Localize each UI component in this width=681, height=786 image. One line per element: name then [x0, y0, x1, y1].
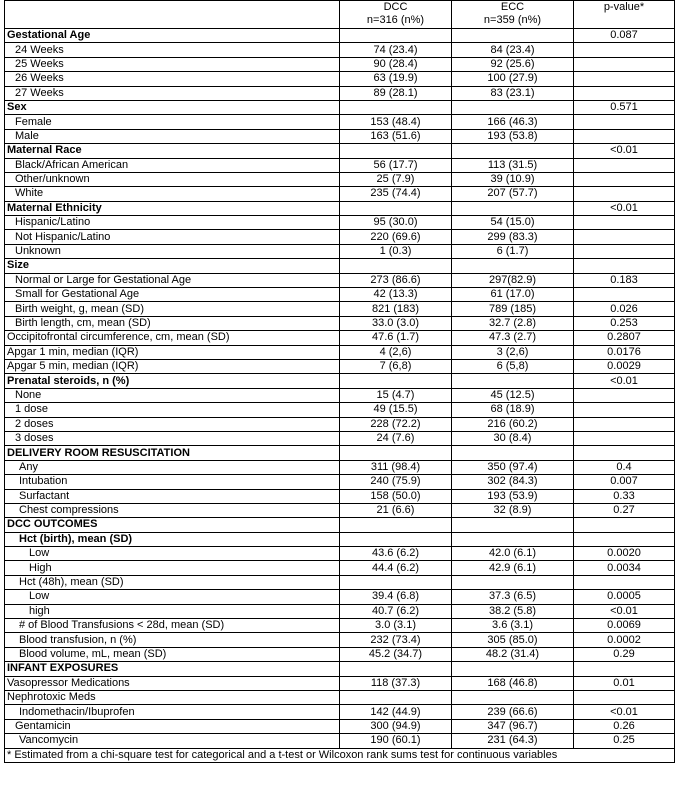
- row-dcc-value: 118 (37.3): [340, 676, 452, 690]
- table-row: [5, 388, 675, 402]
- table-row: [5, 129, 675, 143]
- row-dcc-value: 311 (98.4): [340, 460, 452, 474]
- row-ecc-value: 6 (5,8): [452, 359, 574, 373]
- table-row: [5, 302, 675, 316]
- row-ecc-value: 347 (96.7): [452, 719, 574, 733]
- row-ecc-value: 32 (8.9): [452, 503, 574, 517]
- row-label: Unknown: [5, 244, 340, 258]
- row-pvalue: 0.4: [574, 460, 675, 474]
- row-label: Blood transfusion, n (%): [5, 633, 340, 647]
- row-dcc-value: [340, 201, 452, 215]
- row-ecc-value: 32.7 (2.8): [452, 316, 574, 330]
- row-dcc-value: 190 (60.1): [340, 734, 452, 748]
- table-row: [5, 403, 675, 417]
- row-dcc-value: 21 (6.6): [340, 503, 452, 517]
- row-pvalue: 0.0005: [574, 590, 675, 604]
- row-ecc-value: [452, 100, 574, 114]
- table-row: [5, 29, 675, 43]
- row-ecc-value: 42.0 (6.1): [452, 547, 574, 561]
- row-pvalue: [574, 129, 675, 143]
- row-pvalue: [574, 690, 675, 704]
- table-row: [5, 316, 675, 330]
- row-dcc-value: 63 (19.9): [340, 72, 452, 86]
- row-ecc-value: 231 (64.3): [452, 734, 574, 748]
- row-label: Intubation: [5, 475, 340, 489]
- row-pvalue: 0.183: [574, 273, 675, 287]
- header-dcc-title: DCC: [383, 1, 408, 13]
- row-pvalue: [574, 172, 675, 186]
- row-ecc-value: [452, 259, 574, 273]
- row-pvalue: <0.01: [574, 374, 675, 388]
- row-pvalue: [574, 115, 675, 129]
- row-pvalue: [574, 388, 675, 402]
- row-ecc-value: 239 (66.6): [452, 705, 574, 719]
- table-row: [5, 345, 675, 359]
- row-ecc-value: 3.6 (3.1): [452, 619, 574, 633]
- row-pvalue: 0.33: [574, 489, 675, 503]
- row-dcc-value: 1 (0.3): [340, 244, 452, 258]
- row-ecc-value: 193 (53.9): [452, 489, 574, 503]
- row-dcc-value: 232 (73.4): [340, 633, 452, 647]
- row-dcc-value: 42 (13.3): [340, 288, 452, 302]
- table-row: [5, 187, 675, 201]
- row-label: 3 doses: [5, 431, 340, 445]
- row-ecc-value: 168 (46.8): [452, 676, 574, 690]
- row-dcc-value: [340, 575, 452, 589]
- table-row: [5, 359, 675, 373]
- table-row: [5, 604, 675, 618]
- header-row: [5, 1, 675, 29]
- row-label: 27 Weeks: [5, 86, 340, 100]
- table-row: [5, 331, 675, 345]
- row-dcc-value: 228 (72.2): [340, 417, 452, 431]
- table-container: [4, 0, 675, 763]
- row-label: Chest compressions: [5, 503, 340, 517]
- table-body: [5, 29, 675, 749]
- table-row: [5, 374, 675, 388]
- row-pvalue: 0.29: [574, 647, 675, 661]
- row-pvalue: 0.026: [574, 302, 675, 316]
- row-label: Apgar 5 min, median (IQR): [5, 359, 340, 373]
- row-pvalue: [574, 259, 675, 273]
- row-dcc-value: 33.0 (3.0): [340, 316, 452, 330]
- row-dcc-value: 74 (23.4): [340, 43, 452, 57]
- row-dcc-value: [340, 259, 452, 273]
- row-label: Sex: [5, 100, 340, 114]
- row-ecc-value: 83 (23.1): [452, 86, 574, 100]
- row-pvalue: [574, 57, 675, 71]
- row-label: INFANT EXPOSURES: [5, 662, 340, 676]
- row-ecc-value: 3 (2,6): [452, 345, 574, 359]
- row-dcc-value: 25 (7.9): [340, 172, 452, 186]
- row-ecc-value: 100 (27.9): [452, 72, 574, 86]
- row-pvalue: [574, 72, 675, 86]
- table-row: [5, 201, 675, 215]
- row-ecc-value: 48.2 (31.4): [452, 647, 574, 661]
- table-row: [5, 43, 675, 57]
- row-label: Size: [5, 259, 340, 273]
- table-row: [5, 417, 675, 431]
- row-pvalue: <0.01: [574, 705, 675, 719]
- row-label: 2 doses: [5, 417, 340, 431]
- table-row: [5, 561, 675, 575]
- row-ecc-value: 305 (85.0): [452, 633, 574, 647]
- row-dcc-value: [340, 374, 452, 388]
- header-dcc-n: n=316 (n%): [366, 13, 425, 26]
- row-dcc-value: 821 (183): [340, 302, 452, 316]
- header-label-cell: [5, 1, 340, 29]
- row-label: Blood volume, mL, mean (SD): [5, 647, 340, 661]
- row-pvalue: [574, 518, 675, 532]
- row-dcc-value: [340, 100, 452, 114]
- row-ecc-value: 297(82.9): [452, 273, 574, 287]
- row-dcc-value: [340, 518, 452, 532]
- row-ecc-value: 68 (18.9): [452, 403, 574, 417]
- header-ecc: [452, 1, 574, 29]
- row-ecc-value: 45 (12.5): [452, 388, 574, 402]
- row-dcc-value: 45.2 (34.7): [340, 647, 452, 661]
- row-pvalue: 0.007: [574, 475, 675, 489]
- row-ecc-value: [452, 29, 574, 43]
- row-pvalue: [574, 288, 675, 302]
- row-pvalue: 0.0176: [574, 345, 675, 359]
- table-row: [5, 734, 675, 748]
- row-ecc-value: 299 (83.3): [452, 230, 574, 244]
- table-row: [5, 446, 675, 460]
- row-ecc-value: [452, 518, 574, 532]
- table-row: [5, 705, 675, 719]
- table-row: [5, 489, 675, 503]
- row-label: Birth length, cm, mean (SD): [5, 316, 340, 330]
- table-row: [5, 690, 675, 704]
- row-pvalue: [574, 417, 675, 431]
- table-row: [5, 100, 675, 114]
- row-label: Apgar 1 min, median (IQR): [5, 345, 340, 359]
- row-label: Gentamicin: [5, 719, 340, 733]
- row-dcc-value: 89 (28.1): [340, 86, 452, 100]
- row-pvalue: 0.0002: [574, 633, 675, 647]
- row-pvalue: <0.01: [574, 144, 675, 158]
- row-ecc-value: [452, 532, 574, 546]
- table-row: [5, 547, 675, 561]
- row-label: Hct (birth), mean (SD): [5, 532, 340, 546]
- row-dcc-value: 24 (7.6): [340, 431, 452, 445]
- row-label: Gestational Age: [5, 29, 340, 43]
- row-ecc-value: 350 (97.4): [452, 460, 574, 474]
- row-label: White: [5, 187, 340, 201]
- row-pvalue: 0.01: [574, 676, 675, 690]
- row-label: Prenatal steroids, n (%): [5, 374, 340, 388]
- row-pvalue: [574, 230, 675, 244]
- row-label: Vancomycin: [5, 734, 340, 748]
- row-dcc-value: [340, 690, 452, 704]
- row-ecc-value: 30 (8.4): [452, 431, 574, 445]
- row-ecc-value: [452, 201, 574, 215]
- row-label: Female: [5, 115, 340, 129]
- row-dcc-value: 4 (2,6): [340, 345, 452, 359]
- table-row: [5, 72, 675, 86]
- row-label: 24 Weeks: [5, 43, 340, 57]
- table-row: [5, 259, 675, 273]
- table-row: [5, 144, 675, 158]
- row-pvalue: 0.253: [574, 316, 675, 330]
- header-dcc: [340, 1, 452, 29]
- row-dcc-value: 40.7 (6.2): [340, 604, 452, 618]
- table-row: [5, 115, 675, 129]
- row-label: Surfactant: [5, 489, 340, 503]
- row-ecc-value: [452, 144, 574, 158]
- row-ecc-value: 193 (53.8): [452, 129, 574, 143]
- row-pvalue: <0.01: [574, 604, 675, 618]
- table-row: [5, 619, 675, 633]
- characteristics-table: [4, 0, 675, 763]
- row-dcc-value: [340, 446, 452, 460]
- row-pvalue: 0.0034: [574, 561, 675, 575]
- row-label: Any: [5, 460, 340, 474]
- row-ecc-value: 113 (31.5): [452, 158, 574, 172]
- row-pvalue: [574, 187, 675, 201]
- row-label: # of Blood Transfusions < 28d, mean (SD): [5, 619, 340, 633]
- row-pvalue: [574, 532, 675, 546]
- row-pvalue: [574, 431, 675, 445]
- row-pvalue: [574, 575, 675, 589]
- footnote: * Estimated from a chi-square test for categorical and a t-test or Wilcoxon rank sums test for continuous variables: [5, 748, 675, 762]
- row-dcc-value: 142 (44.9): [340, 705, 452, 719]
- table-row: [5, 57, 675, 71]
- row-label: Hct (48h), mean (SD): [5, 575, 340, 589]
- row-dcc-value: 3.0 (3.1): [340, 619, 452, 633]
- footnote-row: [5, 748, 675, 762]
- table-row: [5, 518, 675, 532]
- row-label: Not Hispanic/Latino: [5, 230, 340, 244]
- row-pvalue: [574, 86, 675, 100]
- row-label: Hispanic/Latino: [5, 216, 340, 230]
- row-pvalue: [574, 662, 675, 676]
- row-pvalue: 0.0020: [574, 547, 675, 561]
- row-dcc-value: 49 (15.5): [340, 403, 452, 417]
- table-row: [5, 216, 675, 230]
- table-row: [5, 532, 675, 546]
- row-pvalue: [574, 244, 675, 258]
- table-row: [5, 172, 675, 186]
- table-row: [5, 431, 675, 445]
- row-label: None: [5, 388, 340, 402]
- table-row: [5, 86, 675, 100]
- table-row: [5, 230, 675, 244]
- table-row: [5, 676, 675, 690]
- table-row: [5, 158, 675, 172]
- row-ecc-value: [452, 690, 574, 704]
- table-row: [5, 503, 675, 517]
- row-pvalue: 0.0029: [574, 359, 675, 373]
- row-ecc-value: 92 (25.6): [452, 57, 574, 71]
- row-dcc-value: 240 (75.9): [340, 475, 452, 489]
- row-ecc-value: [452, 446, 574, 460]
- row-label: Maternal Ethnicity: [5, 201, 340, 215]
- row-pvalue: [574, 43, 675, 57]
- row-label: Occipitofrontal circumference, cm, mean (SD): [5, 331, 340, 345]
- row-dcc-value: 235 (74.4): [340, 187, 452, 201]
- row-label: Maternal Race: [5, 144, 340, 158]
- row-label: Male: [5, 129, 340, 143]
- header-ecc-title: ECC: [500, 1, 525, 13]
- row-dcc-value: 273 (86.6): [340, 273, 452, 287]
- table-row: [5, 575, 675, 589]
- row-pvalue: [574, 158, 675, 172]
- row-ecc-value: 38.2 (5.8): [452, 604, 574, 618]
- row-ecc-value: 207 (57.7): [452, 187, 574, 201]
- row-pvalue: 0.26: [574, 719, 675, 733]
- row-ecc-value: 54 (15.0): [452, 216, 574, 230]
- row-dcc-value: 7 (6,8): [340, 359, 452, 373]
- row-ecc-value: 216 (60.2): [452, 417, 574, 431]
- row-pvalue: [574, 216, 675, 230]
- row-dcc-value: 153 (48.4): [340, 115, 452, 129]
- row-label: Vasopressor Medications: [5, 676, 340, 690]
- row-pvalue: 0.27: [574, 503, 675, 517]
- table-row: [5, 475, 675, 489]
- row-ecc-value: 302 (84.3): [452, 475, 574, 489]
- row-pvalue: <0.01: [574, 201, 675, 215]
- row-pvalue: 0.2807: [574, 331, 675, 345]
- row-ecc-value: [452, 662, 574, 676]
- table-row: [5, 647, 675, 661]
- row-ecc-value: 166 (46.3): [452, 115, 574, 129]
- row-label: high: [5, 604, 340, 618]
- row-ecc-value: 42.9 (6.1): [452, 561, 574, 575]
- table-row: [5, 244, 675, 258]
- row-dcc-value: 300 (94.9): [340, 719, 452, 733]
- table-row: [5, 633, 675, 647]
- row-pvalue: 0.571: [574, 100, 675, 114]
- row-dcc-value: 163 (51.6): [340, 129, 452, 143]
- row-dcc-value: 220 (69.6): [340, 230, 452, 244]
- row-ecc-value: 789 (185): [452, 302, 574, 316]
- row-ecc-value: 47.3 (2.7): [452, 331, 574, 345]
- row-ecc-value: [452, 575, 574, 589]
- table-row: [5, 273, 675, 287]
- table-row: [5, 590, 675, 604]
- row-dcc-value: 56 (17.7): [340, 158, 452, 172]
- table-row: [5, 662, 675, 676]
- row-dcc-value: 90 (28.4): [340, 57, 452, 71]
- row-label: High: [5, 561, 340, 575]
- row-label: Low: [5, 547, 340, 561]
- row-label: Indomethacin/Ibuprofen: [5, 705, 340, 719]
- row-label: DELIVERY ROOM RESUSCITATION: [5, 446, 340, 460]
- row-label: Other/unknown: [5, 172, 340, 186]
- row-dcc-value: [340, 144, 452, 158]
- row-pvalue: 0.087: [574, 29, 675, 43]
- row-ecc-value: 37.3 (6.5): [452, 590, 574, 604]
- row-dcc-value: [340, 29, 452, 43]
- row-label: Low: [5, 590, 340, 604]
- row-dcc-value: [340, 662, 452, 676]
- table-row: [5, 288, 675, 302]
- row-label: Birth weight, g, mean (SD): [5, 302, 340, 316]
- row-pvalue: [574, 446, 675, 460]
- row-label: Nephrotoxic Meds: [5, 690, 340, 704]
- table-row: [5, 719, 675, 733]
- row-label: Normal or Large for Gestational Age: [5, 273, 340, 287]
- row-ecc-value: 61 (17.0): [452, 288, 574, 302]
- row-dcc-value: [340, 532, 452, 546]
- row-ecc-value: 84 (23.4): [452, 43, 574, 57]
- row-dcc-value: 44.4 (6.2): [340, 561, 452, 575]
- row-pvalue: 0.25: [574, 734, 675, 748]
- row-dcc-value: 39.4 (6.8): [340, 590, 452, 604]
- row-dcc-value: 158 (50.0): [340, 489, 452, 503]
- row-pvalue: [574, 403, 675, 417]
- row-label: 26 Weeks: [5, 72, 340, 86]
- row-ecc-value: [452, 374, 574, 388]
- row-label: 1 dose: [5, 403, 340, 417]
- row-label: Black/African American: [5, 158, 340, 172]
- row-pvalue: 0.0069: [574, 619, 675, 633]
- row-label: DCC OUTCOMES: [5, 518, 340, 532]
- row-label: 25 Weeks: [5, 57, 340, 71]
- header-ecc-n: n=359 (n%): [483, 13, 542, 26]
- row-ecc-value: 39 (10.9): [452, 172, 574, 186]
- row-dcc-value: 95 (30.0): [340, 216, 452, 230]
- row-dcc-value: 47.6 (1.7): [340, 331, 452, 345]
- row-ecc-value: 6 (1.7): [452, 244, 574, 258]
- row-label: Small for Gestational Age: [5, 288, 340, 302]
- row-dcc-value: 15 (4.7): [340, 388, 452, 402]
- row-dcc-value: 43.6 (6.2): [340, 547, 452, 561]
- header-pvalue: p-value*: [574, 1, 675, 29]
- table-row: [5, 460, 675, 474]
